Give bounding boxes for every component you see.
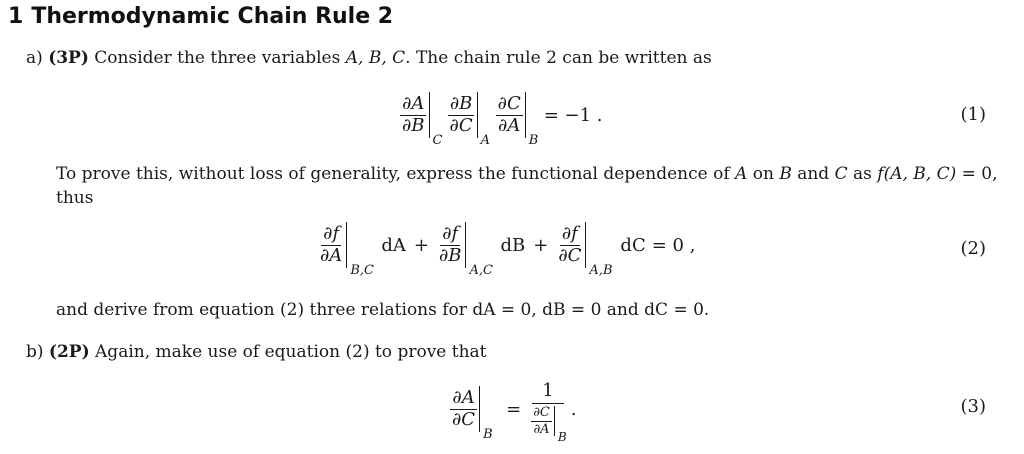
eq2-t3-den: ∂C [558, 244, 582, 266]
equation-3-number: (3) [960, 396, 986, 417]
eq1-f1-num: ∂A [402, 92, 425, 114]
eq3-inner-den: ∂A [533, 421, 550, 437]
part-b-points: (2P) [48, 342, 90, 362]
eq2-eval-bar-1 [346, 222, 374, 278]
eq2-plus-1: + [413, 234, 429, 256]
eq2-term-3-fraction [556, 222, 583, 266]
eq3-inner-eval-bar [554, 406, 567, 445]
eq1-f3-den: ∂A [498, 114, 521, 136]
eq1-eval-bar-3 [525, 92, 539, 148]
prove-function: f(A, B, C) [877, 164, 957, 184]
equation-2-number: (2) [960, 238, 986, 259]
eq2-plus-2: + [533, 234, 549, 256]
eq3-rhs-fraction [529, 380, 567, 445]
derive-text: and derive from equation (2) three relations for dA = 0, dB = 0 and dC = 0. [56, 300, 710, 320]
prove-on: on [752, 164, 774, 184]
part-b-label: b) [26, 342, 44, 362]
prove-var-b: B [779, 164, 792, 184]
eq1-fraction-3 [496, 92, 523, 136]
eq2-rhs: = 0 , [651, 234, 696, 256]
part-a-text: Consider the three variables [94, 48, 341, 68]
eq1-rhs: = −1 . [543, 104, 603, 126]
eq3-rhs-num: 1 [532, 382, 563, 404]
part-a-text2: . The chain rule 2 can be written as [405, 48, 712, 68]
eq1-fraction-2 [448, 92, 475, 136]
eq3-eval-bar [479, 386, 493, 443]
prove-text-start: To prove this, without loss of generality, express the functional dependence of [56, 164, 730, 184]
equation-3 [450, 380, 577, 445]
eq2-term-2-fraction [437, 222, 464, 266]
section-title [8, 4, 393, 29]
prove-text-line-1 [56, 162, 998, 186]
eq1-eval-bar-2 [477, 92, 491, 148]
eq1-eval-bar-1 [429, 92, 443, 148]
eq3-inner-num: ∂C [533, 404, 550, 420]
eq1-f2-num: ∂B [449, 92, 473, 114]
eq3-equals: = [506, 398, 522, 420]
part-b-text: Again, make use of equation (2) to prove that [95, 342, 487, 362]
section-title-text: Thermodynamic Chain Rule 2 [31, 4, 394, 29]
eq3-period: . [570, 398, 577, 420]
prove-var-c: C [834, 164, 848, 184]
eq3-rhs-den [529, 404, 567, 445]
eq2-t3-sub: A,B [589, 263, 613, 278]
eq3-inner-sub: B [557, 430, 567, 445]
eq3-lhs-fraction [450, 386, 477, 430]
eq1-f3-num: ∂C [497, 92, 521, 114]
equation-1-number: (1) [960, 104, 986, 125]
eq2-t3-num: ∂f [561, 222, 578, 244]
eq1-f3-sub: B [528, 133, 539, 148]
part-a-label: a) [26, 48, 43, 68]
prove-and: and [797, 164, 830, 184]
eq1-f1-sub: C [432, 133, 443, 148]
eq2-t1-den: ∂A [320, 244, 343, 266]
eq1-fraction-1 [400, 92, 427, 136]
eq2-t3-differential: dC [620, 234, 646, 256]
eq2-eval-bar-3 [585, 222, 613, 278]
prove-as: as [853, 164, 872, 184]
eq3-inner-fraction [531, 406, 552, 436]
eq2-t2-sub: A,C [469, 263, 493, 278]
equation-1 [400, 92, 603, 148]
eq2-eval-bar-2 [465, 222, 493, 278]
eq2-t1-num: ∂f [323, 222, 340, 244]
prove-eq-zero: = 0, [961, 164, 998, 184]
part-a-points: (3P) [48, 48, 89, 68]
eq3-lhs-den: ∂C [452, 408, 476, 430]
eq2-t2-differential: dB [500, 234, 526, 256]
thus-text: thus [56, 188, 94, 208]
prove-var-a: A [735, 164, 748, 184]
equation-2 [318, 222, 696, 278]
eq3-lhs-sub: B [483, 427, 493, 443]
eq2-term-1-fraction [318, 222, 344, 266]
eq1-f2-den: ∂C [449, 114, 473, 136]
part-a-intro [26, 46, 712, 70]
eq1-f2-sub: A [480, 133, 491, 148]
part-b-intro [26, 340, 487, 364]
eq2-t2-den: ∂B [438, 244, 462, 266]
section-number: 1 [8, 4, 24, 29]
part-a-vars: A, B, C [345, 48, 406, 68]
eq1-f1-den: ∂B [402, 114, 425, 136]
eq2-t1-differential: dA [381, 234, 406, 256]
eq3-lhs-num: ∂A [452, 386, 475, 408]
eq2-t2-num: ∂f [442, 222, 459, 244]
eq2-t1-sub: B,C [350, 263, 374, 278]
